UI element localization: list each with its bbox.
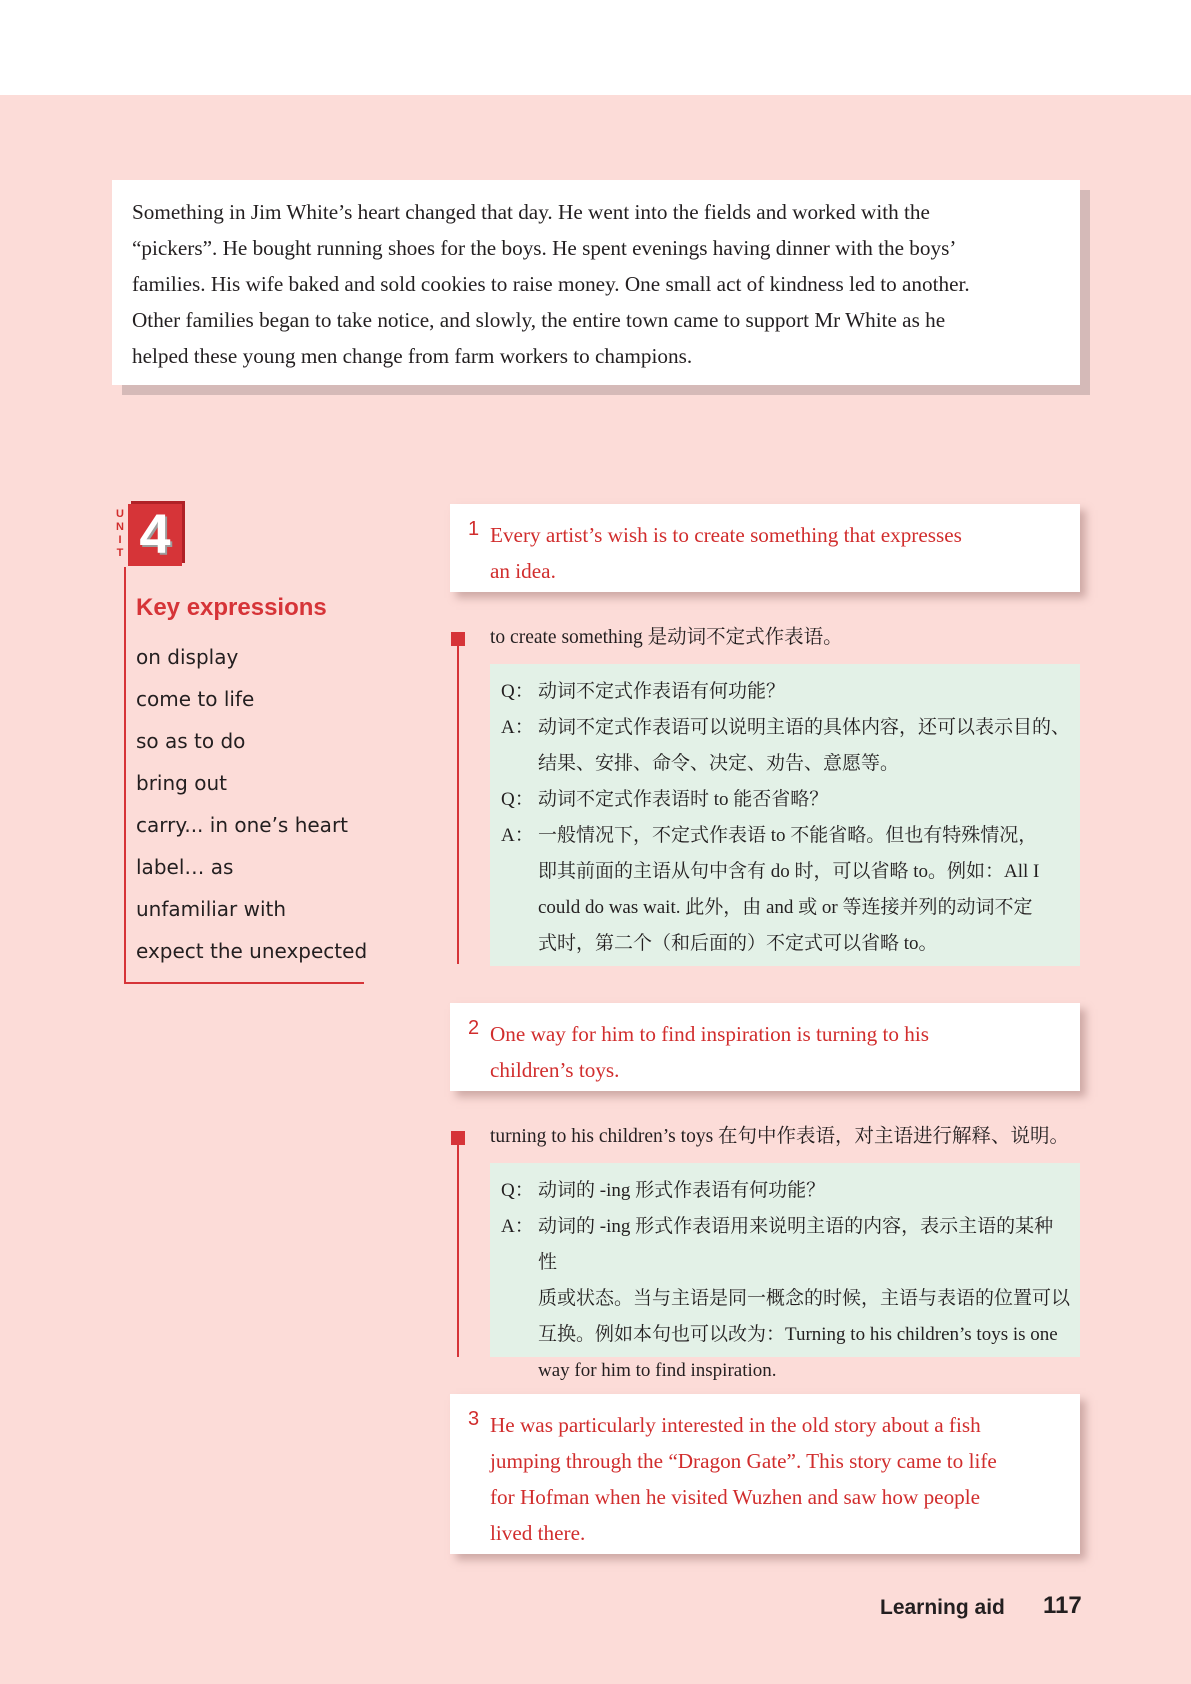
sentence-number: 2 [468, 1017, 480, 1039]
qa-question: Q： 动词不定式作表语时 to 能否省略？ [501, 789, 829, 810]
note-marker [451, 632, 465, 646]
note-intro: turning to his children’s toys 在句中作表语，对主语进行解释、说明。 [490, 1126, 1070, 1147]
sentence-text: He was particularly interested in the old story about a fish jumping through the “Dragon Gate”. This story came to life for Hofman when he visited Wuzhen and saw how people lived there. [490, 1413, 997, 1545]
passage-line: Other families began to take notice, and slowly, the entire town came to support Mr White as he [132, 308, 946, 332]
sentence-text: Every artist’s wish is to create something that expresses an idea. [490, 523, 962, 583]
key-expressions-list [136, 636, 367, 972]
key-expression-item: on display [136, 645, 239, 669]
qa-answer: A： 动词不定式作表语可以说明主语的具体内容，还可以表示目的、 结果、安排、命令、决定、劝告、意愿等。 [501, 717, 1071, 774]
passage-line: “pickers”. He bought running shoes for the boys. He spent evenings having dinner with the boys’ [132, 236, 957, 260]
key-expressions-title: Key expressions [136, 594, 327, 621]
qa-answer: A： 动词的 -ing 形式作表语用来说明主语的内容，表示主语的某种性 质或状态。当与主语是同一概念的时候，主语与表语的位置可以 互换。例如本句也可以改为：Turning to his children’s toys is one way for him to find inspiration. [501, 1216, 1071, 1381]
key-expression-item: label… as [136, 855, 234, 879]
key-expression-item: so as to do [136, 729, 246, 753]
note-marker [451, 1131, 465, 1145]
sentence-text: One way for him to find inspiration is turning to his children’s toys. [490, 1022, 930, 1082]
sentence-box-1 [450, 504, 1080, 592]
passage-line: families. His wife baked and sold cookies to raise money. One small act of kindness led to another. [132, 272, 970, 296]
note-rule [457, 646, 459, 964]
unit-number: 4 [139, 502, 171, 565]
note-rule [457, 1145, 459, 1357]
unit-label: U N I T [116, 508, 124, 559]
qa-answer: A： 一般情况下，不定式作表语 to 不能省略。但也有特殊情况， 即其前面的主语从句中含有 do 时，可以省略 to。例如：All I could do was wait. 此外，由 and 或 or 等连接并列的动词不定 式时，第二个（和后面的）不定式可以省略 to。 [501, 825, 1040, 954]
key-expression-item: come to life [136, 687, 255, 711]
sentence-box-2 [450, 1003, 1080, 1091]
passage-box [112, 180, 1080, 385]
key-expression-item: bring out [136, 771, 227, 795]
passage-line: Something in Jim White’s heart changed that day. He went into the fields and worked with the [132, 200, 930, 224]
sentence-number: 1 [468, 518, 480, 540]
key-expression-item: carry... in one’s heart [136, 813, 349, 837]
qa-box-2 [490, 1163, 1080, 1381]
sentence-number: 3 [468, 1408, 480, 1430]
note-intro: to create something 是动词不定式作表语。 [490, 627, 843, 648]
passage-line: helped these young men change from farm workers to champions. [132, 344, 693, 368]
page-number: 117 [1043, 1592, 1082, 1619]
key-expression-item: unfamiliar with [136, 897, 287, 921]
footer-section-label: Learning aid [880, 1596, 1005, 1619]
qa-question: Q： 动词不定式作表语有何功能？ [501, 681, 786, 702]
key-expression-item: expect the unexpected [136, 939, 368, 963]
qa-question: Q： 动词的 -ing 形式作表语有何功能？ [501, 1180, 826, 1201]
sentence-box-3 [450, 1394, 1080, 1554]
qa-box-1 [490, 664, 1080, 966]
